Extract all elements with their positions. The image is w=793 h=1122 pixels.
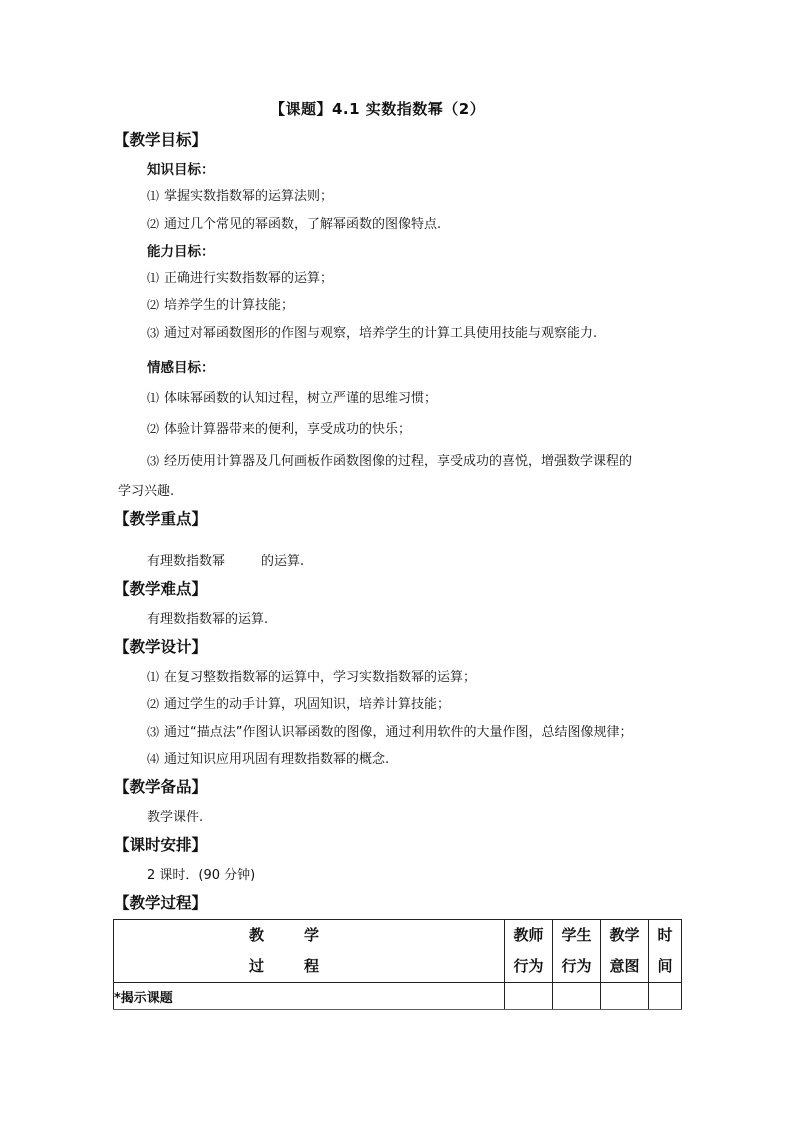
item-text: 通过几个常见的幂函数，了解幂函数的图像特点. xyxy=(164,217,442,232)
header-process xyxy=(114,920,505,983)
header-line: 意图 xyxy=(609,957,640,975)
item-number: ⑶ xyxy=(147,326,160,340)
heading-schedule: 【课时安排】 xyxy=(114,836,208,854)
table-row xyxy=(114,983,682,1010)
heading-difficulties: 【教学难点】 xyxy=(114,580,208,598)
item-text: 通过学生的动手计算，巩固知识，培养计算技能； xyxy=(164,697,451,712)
header-line: 教师 xyxy=(513,926,544,944)
row-topic-cell: *揭示课题 xyxy=(114,983,505,1010)
header-process-char: 过 xyxy=(249,957,265,975)
heading-process: 【教学过程】 xyxy=(114,894,208,912)
header-line: 行为 xyxy=(561,957,592,975)
item-text: 体味幂函数的认知过程，树立严谨的思维习惯； xyxy=(164,391,438,406)
key-points-text-a: 有理数指数幂 xyxy=(147,554,226,569)
item-number: ⑴ xyxy=(147,271,160,285)
design-item xyxy=(147,748,389,767)
table-cell xyxy=(649,983,682,1010)
item-text: 经历使用计算器及几何画板作函数图像的过程，享受成功的喜悦，增强数学课程的 xyxy=(164,454,633,469)
header-line: 间 xyxy=(657,957,673,975)
key-points-text-b: 的运算. xyxy=(261,554,305,569)
table-cell xyxy=(505,983,553,1010)
item-number: ⑵ xyxy=(147,217,160,231)
emotion-item-continuation: 学习兴趣. xyxy=(118,484,175,499)
process-table xyxy=(113,919,682,1010)
header-line: 学生 xyxy=(561,926,592,944)
header-line: 教学 xyxy=(609,926,640,944)
item-number: ⑵ xyxy=(147,422,160,436)
item-number: ⑵ xyxy=(147,298,160,312)
knowledge-item xyxy=(147,185,333,204)
table-cell xyxy=(601,983,649,1010)
difficulties-text: 有理数指数幂的运算. xyxy=(147,612,269,627)
heading-objectives: 【教学目标】 xyxy=(114,131,208,149)
item-number: ⑴ xyxy=(147,670,160,684)
header-teacher-action xyxy=(505,920,553,983)
item-text: 通过“描点法”作图认识幂函数的图像，通过利用软件的大量作图，总结图像规律； xyxy=(164,725,633,740)
item-text: 通过对幂函数图形的作图与观察，培养学生的计算工具使用技能与观察能力. xyxy=(164,326,598,341)
ability-item xyxy=(147,294,294,313)
emotion-objectives-label: 情感目标： xyxy=(147,360,215,376)
header-time xyxy=(649,920,682,983)
item-number: ⑴ xyxy=(147,189,160,203)
knowledge-item xyxy=(147,213,441,232)
header-process-char: 程 xyxy=(304,957,320,975)
emotion-item xyxy=(147,450,632,469)
item-number: ⑷ xyxy=(147,752,160,766)
emotion-item xyxy=(147,418,411,437)
item-number: ⑶ xyxy=(147,454,160,468)
design-item xyxy=(147,721,632,740)
emotion-item xyxy=(147,387,437,406)
page-title: 【课题】4.1 实数指数幂（2） xyxy=(270,100,486,118)
heading-materials: 【教学备品】 xyxy=(114,778,208,796)
item-number: ⑶ xyxy=(147,725,160,739)
item-text: 培养学生的计算技能； xyxy=(164,298,295,313)
item-number: ⑵ xyxy=(147,697,160,711)
item-text: 体验计算器带来的便利，享受成功的快乐； xyxy=(164,422,412,437)
header-process-char: 学 xyxy=(304,926,320,944)
header-process-char: 教 xyxy=(249,926,265,944)
header-teaching-intent xyxy=(601,920,649,983)
table-header-row xyxy=(114,920,682,983)
ability-item xyxy=(147,267,333,286)
item-text: 在复习整数指数幂的运算中，学习实数指数幂的运算； xyxy=(164,670,477,685)
design-item xyxy=(147,693,450,712)
item-text: 正确进行实数指数幂的运算； xyxy=(164,271,334,286)
table-cell xyxy=(553,983,601,1010)
header-line: 时 xyxy=(657,926,673,944)
header-line: 行为 xyxy=(513,957,544,975)
materials-text: 教学课件. xyxy=(147,810,204,825)
ability-item xyxy=(147,322,597,341)
knowledge-objectives-label: 知识目标： xyxy=(147,162,215,178)
header-student-action xyxy=(553,920,601,983)
item-text: 掌握实数指数幂的运算法则； xyxy=(164,189,334,204)
item-text: 通过知识应用巩固有理数指数幂的概念. xyxy=(164,752,390,767)
schedule-text: 2 课时．(90 分钟) xyxy=(147,868,256,883)
heading-key-points: 【教学重点】 xyxy=(114,510,208,528)
heading-design: 【教学设计】 xyxy=(114,638,208,656)
design-item xyxy=(147,666,476,685)
ability-objectives-label: 能力目标： xyxy=(147,244,215,260)
item-number: ⑴ xyxy=(147,391,160,405)
